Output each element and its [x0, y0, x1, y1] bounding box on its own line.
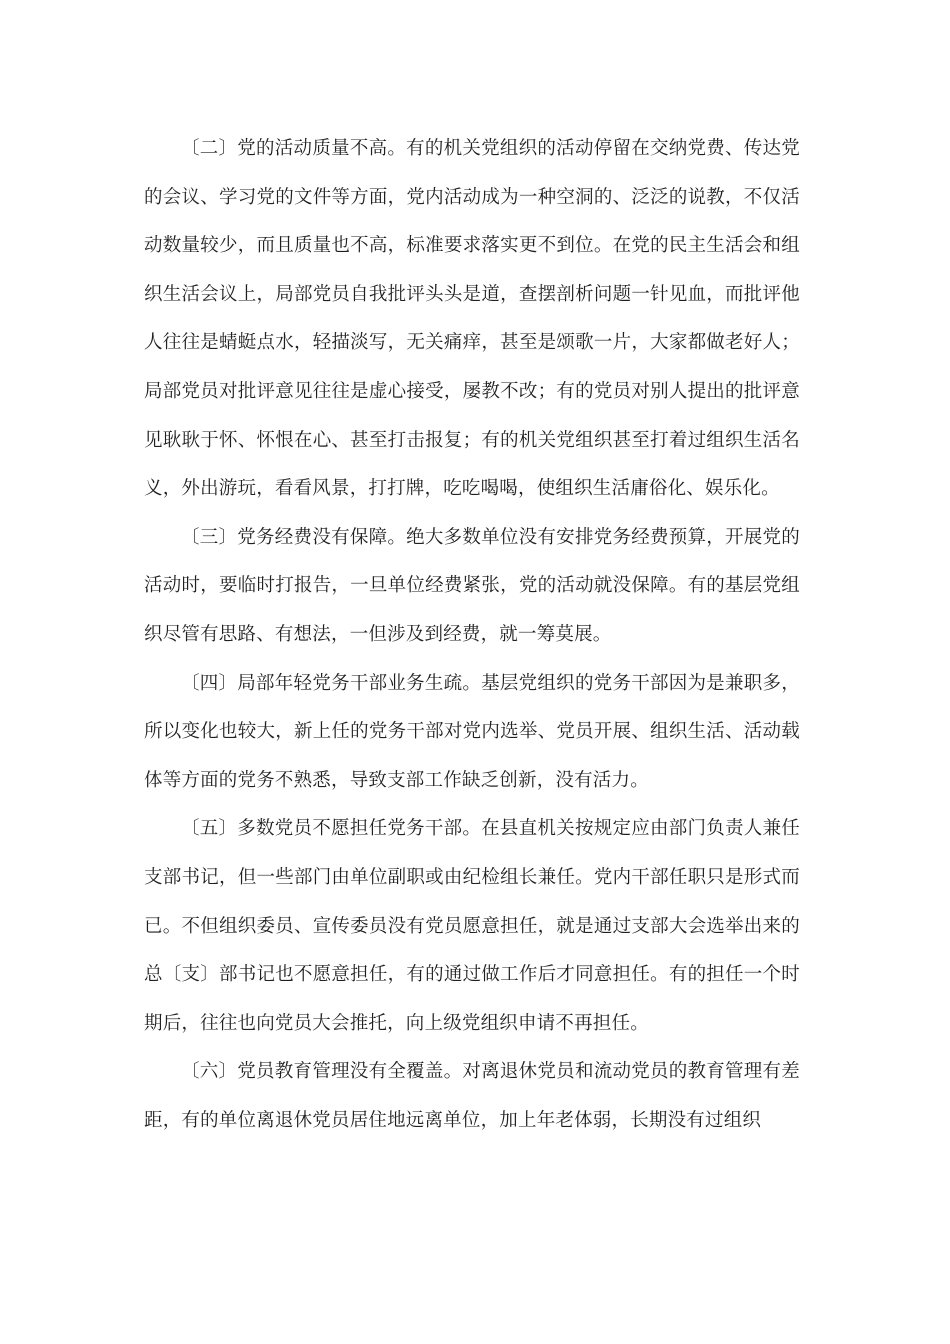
document-body	[144, 125, 800, 1145]
paragraph-6-education-management: 〔六〕党员教育管理没有全覆盖。对离退休党员和流动党员的教育管理有差距，有的单位离退休党员居住地远离单位，加上年老体弱，长期没有过组织	[144, 1061, 800, 1131]
paragraph-5-unwilling-members: 〔五〕多数党员不愿担任党务干部。在县直机关按规定应由部门负责人兼任支部书记，但一些部门由单位副职或由纪检组长兼任。党内干部任职只是形式而已。不但组织委员、宣传委员没有党员愿意担任，就是通过支部大会选举出来的总〔支〕部书记也不愿意担任，有的通过做工作后才同意担任。有的担任一个时期后，往往也向党员大会推托，向上级党组织申请不再担任。	[144, 818, 800, 1034]
paragraph-3-funding: 〔三〕党务经费没有保障。绝大多数单位没有安排党务经费预算，开展党的活动时，要临时打报告，一旦单位经费紧张，党的活动就没保障。有的基层党组织尽管有思路、有想法，一但涉及到经费，就一筹莫展。	[144, 526, 800, 645]
paragraph-4-young-cadres: 〔四〕局部年轻党务干部业务生疏。基层党组织的党务干部因为是兼职多，所以变化也较大，新上任的党务干部对党内选举、党员开展、组织生活、活动载体等方面的党务不熟悉，导致支部工作缺乏创新，没有活力。	[144, 672, 800, 791]
paragraph-2-activity-quality: 〔二〕党的活动质量不高。有的机关党组织的活动停留在交纳党费、传达党的会议、学习党的文件等方面，党内活动成为一种空洞的、泛泛的说教，不仅活动数量较少，而且质量也不高，标准要求落实更不到位。在党的民主生活会和组织生活会议上，局部党员自我批评头头是道，查摆剖析问题一针见血，而批评他人往往是蜻蜓点水，轻描淡写，无关痛痒，甚至是颂歌一片，大家都做老好人；局部党员对批评意见往往是虚心接受，屡教不改；有的党员对别人提出的批评意见耿耿于怀、怀恨在心、甚至打击报复；有的机关党组织甚至打着过组织生活名义，外出游玩，看看风景，打打牌，吃吃喝喝，使组织生活庸俗化、娱乐化。	[144, 138, 800, 500]
